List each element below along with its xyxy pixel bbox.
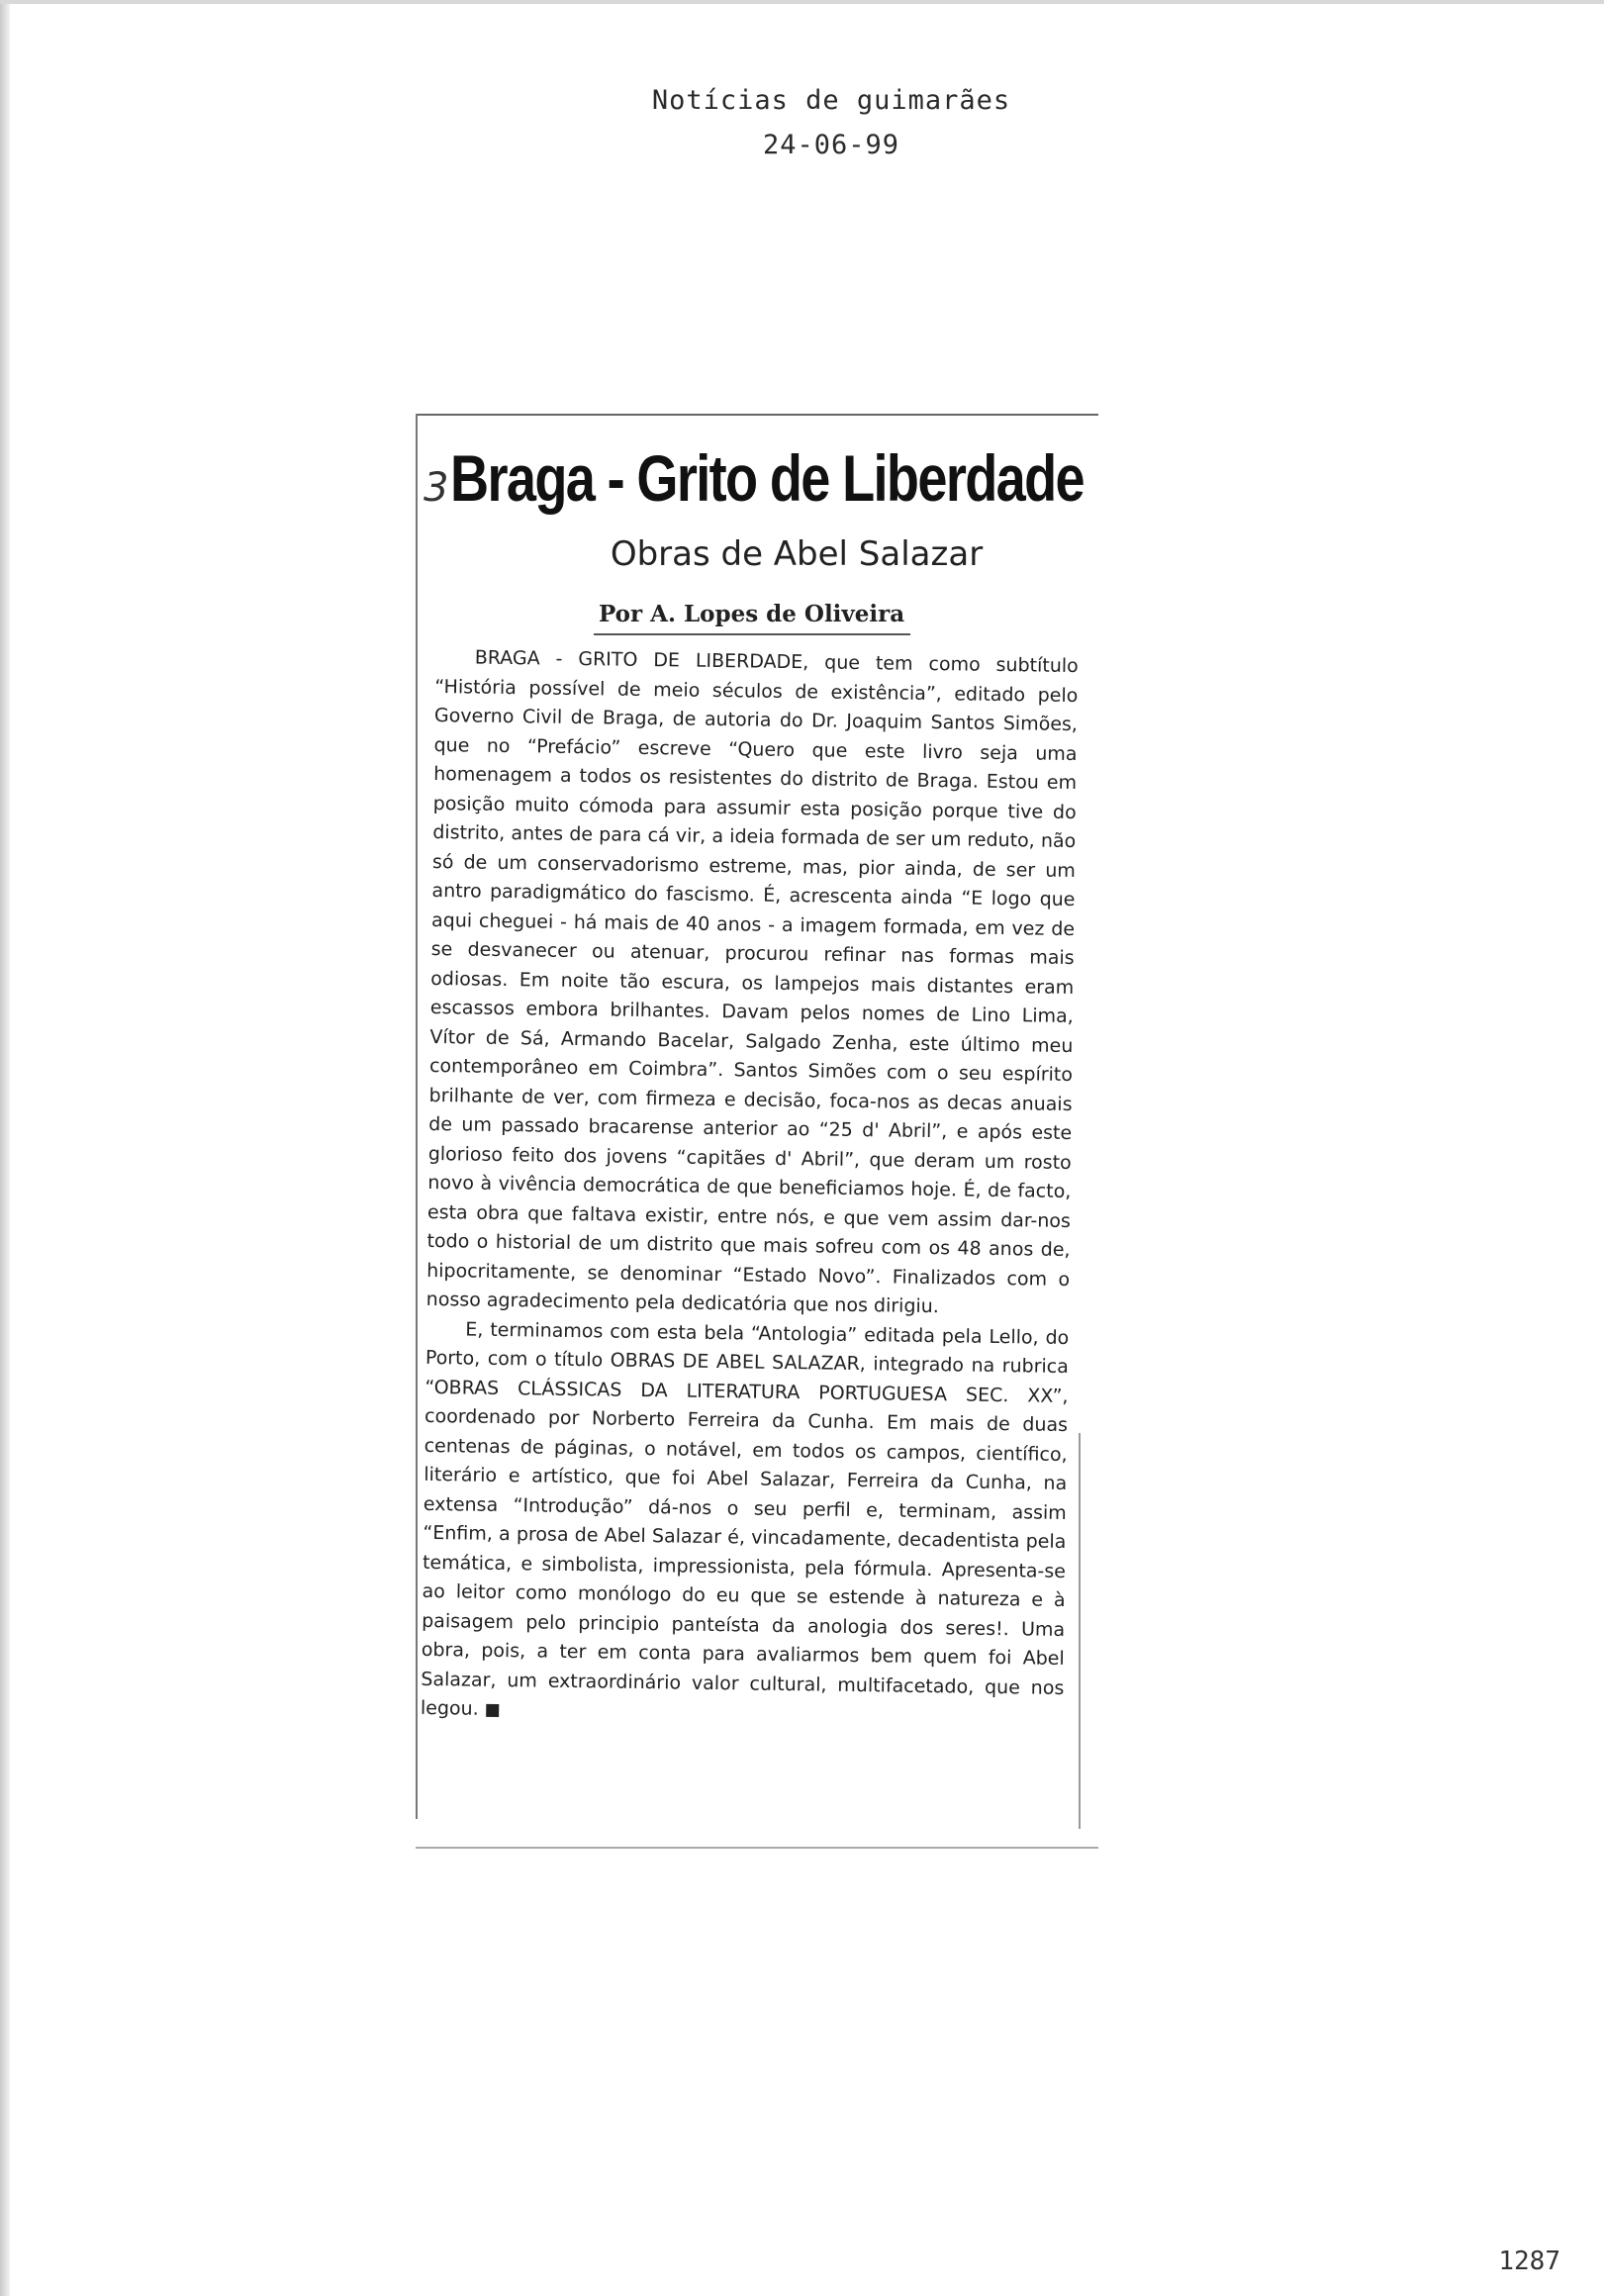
- end-of-article-icon: ■: [484, 1699, 501, 1721]
- article-body: [421, 643, 1079, 1733]
- scan-top-edge: [0, 0, 1604, 4]
- article-headline: Braga - Grito de Liberdade: [450, 441, 1084, 515]
- clipping-top-rule: [416, 414, 1098, 416]
- handwritten-mark: 3: [424, 465, 449, 511]
- clipping-header: [0, 85, 1604, 174]
- clipping-bottom-rule: [416, 1847, 1098, 1849]
- paragraph-2-text: E, terminamos com esta bela “Antologia” editada pela Lello, do Porto, com o título OBRAS DE ABEL SALAZAR, integrado na rubrica “OBRAS CLÁSSICAS DA LITERATURA PORTUGUESA SEC. XX”, coordenado por Norberto Ferreira da Cunha. Em mais de duas centenas de páginas, o notável, em todos os campos, científico, literário e artístico, que foi Abel Salazar, Ferreira da Cunha, na extensa “Introdução” dá-nos o seu perfil e, terminam, assim “Enfim, a prosa de Abel Salazar é, vincadamente, decadentista pela temática, e simbolista, impressionista, pela fórmula. Apresenta-se ao leitor como monólogo do eu que se estende à natureza e à paisagem pelo principio panteísta da anologia dos seres!. Uma obra, pois, a ter em conta para avaliarmos bem quem foi Abel Salazar, um extraordinário valor cultural, multifacetado, que nos legou.: [420, 1317, 1070, 1720]
- article-paragraph-1: BRAGA - GRITO DE LIBERDADE, que tem como subtítulo “História possível de meio séculos de existência”, editado pelo Governo Civil de Braga, de autoria do Dr. Joaquim Santos Simões, que no “Prefácio” escreve “Quero que este livro seja uma homenagem a todos os resistentes do distrito de Braga. Estou em posição muito cómoda para assumir esta posição porque tive do distrito, antes de para cá vir, a ideia formada de ser um reduto, não só de um conservadorismo estreme, mas, pior ainda, de ser um antro paradigmático do fascismo. É, acrescenta ainda “E logo que aqui cheguei - há mais de 40 anos - a imagem formada, em vez de se desvanecer ou atenuar, procurou refinar nas formas mais odiosas. Em noite tão escura, os lampejos mais distantes eram escassos embora brilhantes. Davam pelos nomes de Lino Lima, Vítor de Sá, Armando Bacelar, Salgado Zenha, este último meu contemporâneo em Coimbra”. Santos Simões com o seu espírito brilhante de ver, com firmeza e decisão, foca-nos as decas anuais de um passado bracarense anterior ao “25 d' Abril”, e após este glorioso feito dos jovens “capitães d' Abril”, que deram um rosto novo à vivência democrática de que beneficiamos hoje. É, de facto, esta obra que faltava existir, entre nós, e que vem assim dar-nos todo o historial de um distrito que mais sofreu com os 48 anos de, hipocritamente, se denominar “Estado Novo”. Finalizados com o nosso agradecimento pela dedicatória que nos dirigiu.: [425, 646, 1079, 1318]
- source-name: Notícias de guimarães: [651, 85, 1011, 116]
- scan-left-edge: [0, 0, 10, 2296]
- article-paragraph-2: [421, 1314, 1070, 1733]
- clipping-date: 24-06-99: [762, 130, 900, 160]
- clipping-left-rule: [416, 414, 418, 1819]
- article-byline: Por A. Lopes de Oliveira: [599, 601, 905, 627]
- newspaper-clipping: [416, 414, 1098, 1854]
- byline-underline: [594, 633, 910, 635]
- page-number: 1287: [1498, 2247, 1560, 2276]
- clipping-right-rule: [1079, 1433, 1081, 1829]
- article-subtitle: Obras de Abel Salazar: [610, 534, 984, 574]
